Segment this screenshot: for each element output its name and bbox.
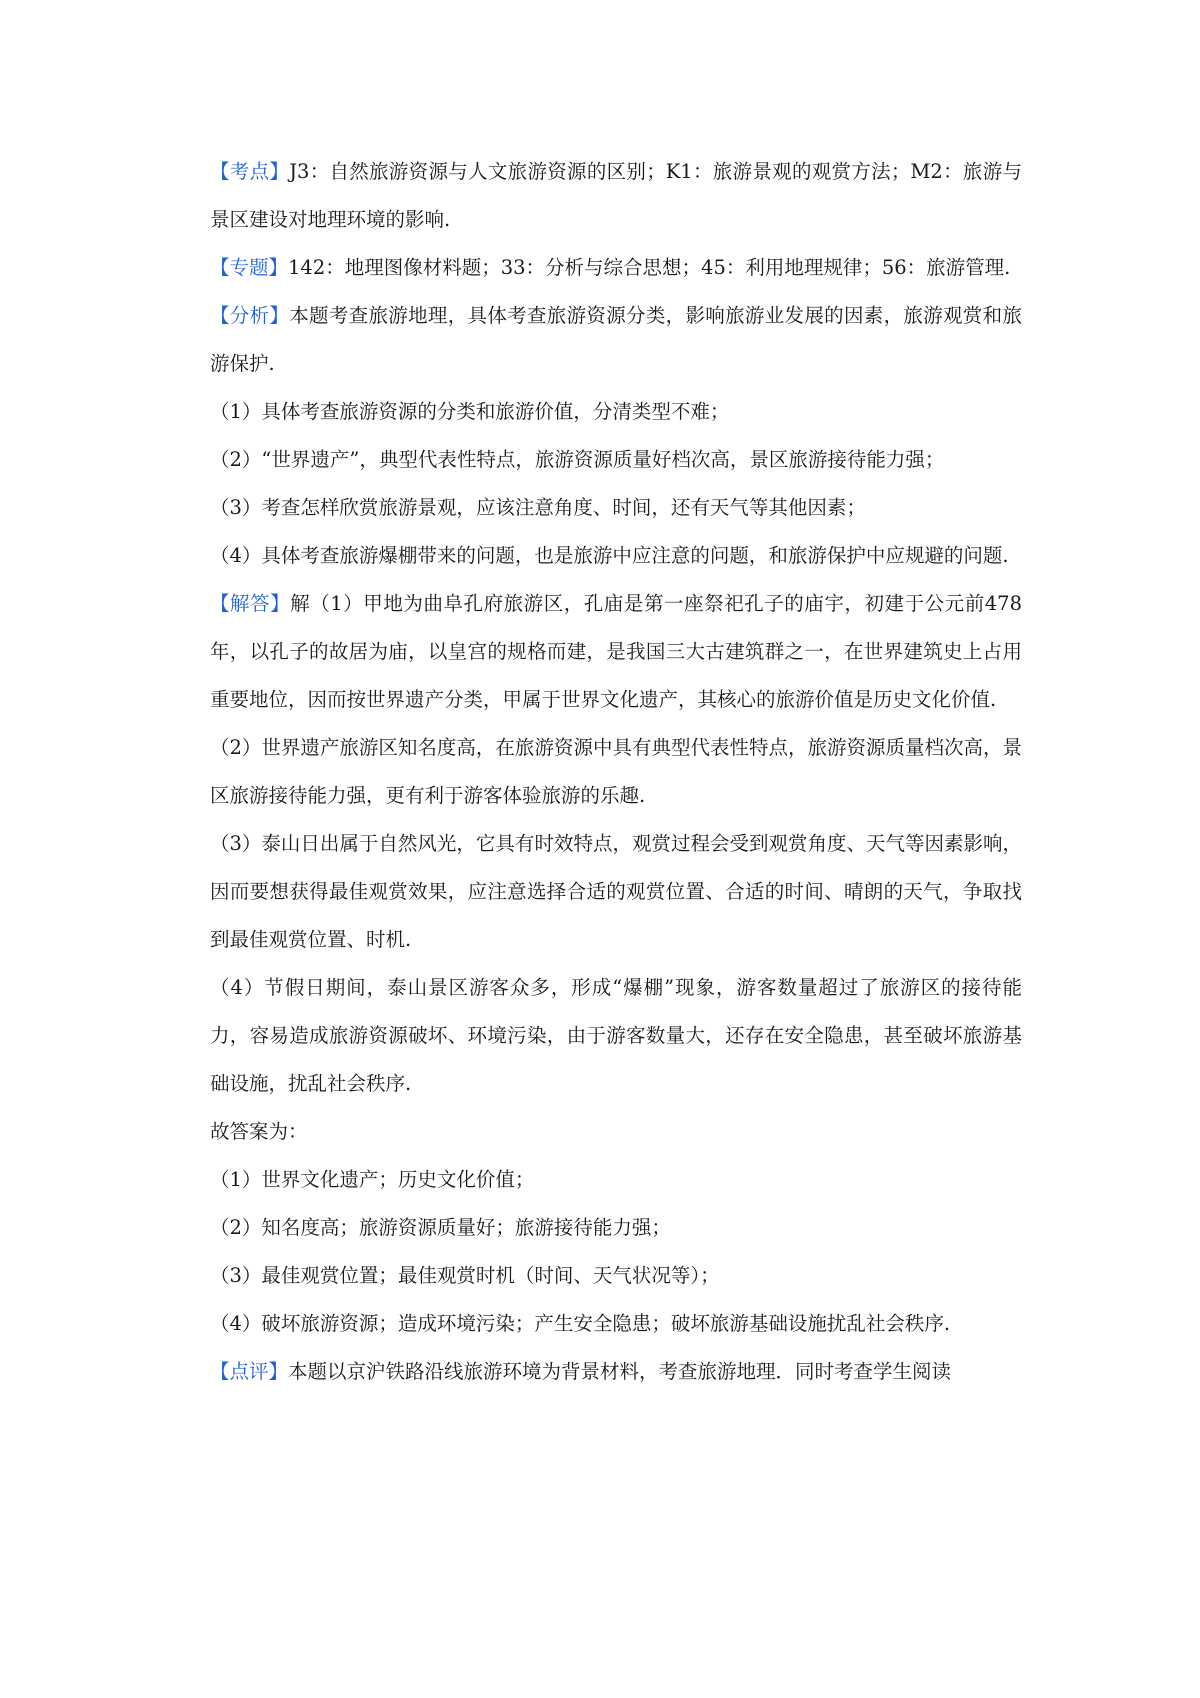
answer-heading-text: 故答案为：	[210, 1120, 308, 1143]
fenxi-text: 本题考查旅游地理，具体考查旅游资源分类，影响旅游业发展的因素，旅游观赏和旅游保护.	[210, 304, 1022, 375]
zhuanti-paragraph	[210, 244, 1022, 292]
fenxi-paragraph	[210, 292, 1022, 388]
dianping-text: 本题以京沪铁路沿线旅游环境为背景材料，考查旅游地理．同时考查学生阅读	[288, 1360, 952, 1383]
document-page	[210, 148, 1022, 1396]
answer-item-2-text: （2）知名度高；旅游资源质量好；旅游接待能力强；	[210, 1216, 671, 1239]
dianping-paragraph	[210, 1348, 1022, 1396]
jieda-item-4-text: （4）节假日期间，泰山景区游客众多，形成“爆棚”现象，游客数量超过了旅游区的接待能力，容易造成旅游资源破坏、环境污染，由于游客数量大，还存在安全隐患，甚至破坏旅游基础设施，扰乱社会秩序.	[210, 976, 1022, 1095]
answer-item-3	[210, 1252, 1022, 1300]
fenxi-item-1-text: （1）具体考查旅游资源的分类和旅游价值，分清类型不难；	[210, 400, 730, 423]
answer-item-3-text: （3）最佳观赏位置；最佳观赏时机（时间、天气状况等）；	[210, 1264, 720, 1287]
fenxi-item-3-text: （3）考查怎样欣赏旅游景观，应该注意角度、时间，还有天气等其他因素；	[210, 496, 866, 519]
jieda-paragraph	[210, 580, 1022, 724]
answer-item-4	[210, 1300, 1022, 1348]
zhuanti-text: 142：地理图像材料题；33：分析与综合思想；45：利用地理规律；56：旅游管理.	[288, 256, 1011, 279]
jieda-item-3-text: （3）泰山日出属于自然风光，它具有时效特点，观赏过程会受到观赏角度、天气等因素影响，因而要想获得最佳观赏效果，应注意选择合适的观赏位置、合适的时间、晴朗的天气，争取找到最佳观赏位置、时机.	[210, 832, 1022, 951]
jieda-tag: 【解答】	[210, 592, 291, 615]
fenxi-item-2	[210, 436, 1022, 484]
fenxi-item-4-text: （4）具体考查旅游爆棚带来的问题，也是旅游中应注意的问题，和旅游保护中应规避的问题.	[210, 544, 1009, 567]
fenxi-item-4	[210, 532, 1022, 580]
answer-item-1	[210, 1156, 1022, 1204]
fenxi-tag: 【分析】	[210, 304, 290, 327]
jieda-item-2-text: （2）世界遗产旅游区知名度高，在旅游资源中具有典型代表性特点，旅游资源质量档次高，景区旅游接待能力强，更有利于游客体验旅游的乐趣.	[210, 736, 1022, 807]
answer-item-4-text: （4）破坏旅游资源；造成环境污染；产生安全隐患；破坏旅游基础设施扰乱社会秩序.	[210, 1312, 951, 1335]
answer-item-2	[210, 1204, 1022, 1252]
jieda-item-3	[210, 820, 1022, 964]
fenxi-item-3	[210, 484, 1022, 532]
kaodian-tag: 【考点】	[210, 160, 290, 183]
jieda-item-4	[210, 964, 1022, 1108]
zhuanti-tag: 【专题】	[210, 256, 289, 279]
jieda-item-2	[210, 724, 1022, 820]
kaodian-text: J3：自然旅游资源与人文旅游资源的区别；K1：旅游景观的观赏方法；M2：旅游与景区建设对地理环境的影响.	[210, 160, 1022, 231]
answer-heading	[210, 1108, 1022, 1156]
answer-item-1-text: （1）世界文化遗产；历史文化价值；	[210, 1168, 535, 1191]
fenxi-item-2-text: （2）“世界遗产”，典型代表性特点，旅游资源质量好档次高，景区旅游接待能力强；	[210, 448, 945, 471]
jieda-text: 解（1）甲地为曲阜孔府旅游区，孔庙是第一座祭祀孔子的庙宇，初建于公元前478年，以孔子的故居为庙，以皇宫的规格而建，是我国三大古建筑群之一，在世界建筑史上占用重要地位，因而按世界遗产分类，甲属于世界文化遗产，其核心的旅游价值是历史文化价值.	[210, 592, 1022, 711]
fenxi-item-1	[210, 388, 1022, 436]
dianping-tag: 【点评】	[210, 1360, 289, 1383]
kaodian-paragraph	[210, 148, 1022, 244]
